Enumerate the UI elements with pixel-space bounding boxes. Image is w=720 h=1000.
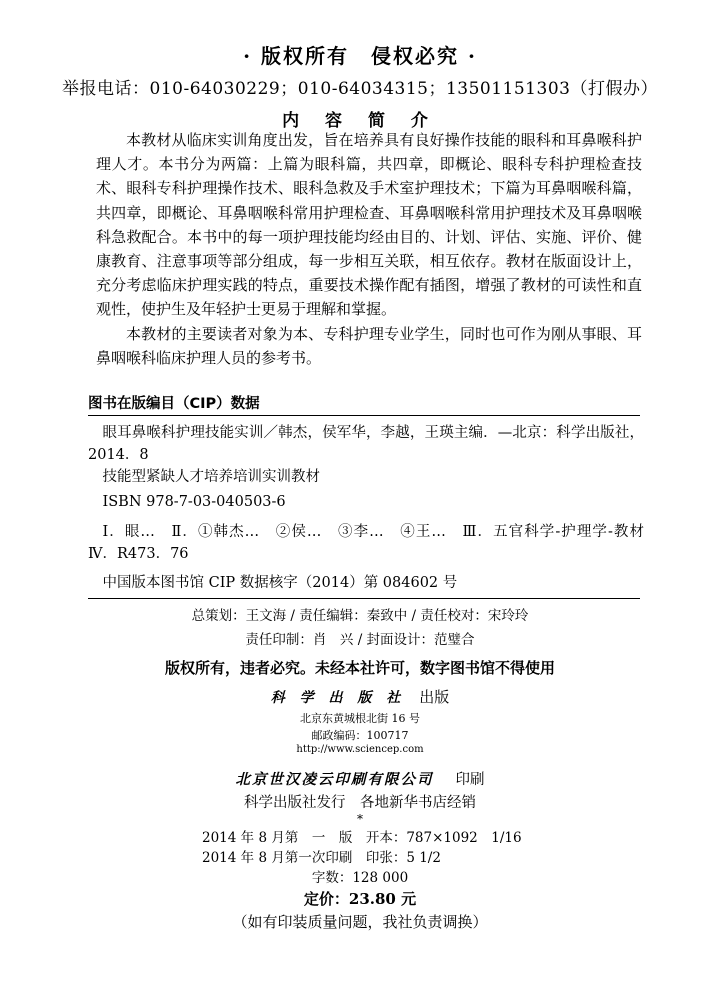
publisher-postcode: 邮政编码：100717 — [311, 729, 409, 742]
report-hotline: 举报电话：010-64030229；010-64034315；13501151303（打假办） — [62, 79, 658, 99]
publisher-name: 科 学 出 版 社 — [270, 690, 406, 706]
cip-title-entry — [88, 422, 644, 466]
publisher-action: 出版 — [419, 688, 450, 706]
credits — [0, 604, 720, 652]
credits-line-2: 责任印制：肖 兴 / 封面设计：范璧合 — [245, 632, 475, 648]
summary-body — [96, 128, 642, 370]
divider-bottom — [88, 598, 640, 599]
distribution-line: 科学出版社发行 各地新华书店经销 — [244, 795, 476, 811]
word-count: 字数：128 000 — [311, 870, 409, 886]
cip-classification — [88, 521, 659, 565]
printer-line — [0, 768, 720, 789]
summary-paragraph-2: 本教材的主要读者对象为本、专科护理专业学生，同时也可作为刚从事眼、耳鼻咽喉科临床护理人员的参考书。 — [96, 324, 642, 367]
cip-data-number — [88, 572, 644, 594]
edition-info: 2014 年 8 月第 一 版 开本：787×1092 1/16 — [202, 830, 522, 846]
separator-star: * — [357, 812, 363, 826]
price: 定价：23.80 元 — [303, 890, 417, 908]
cip-series-text: 技能型紧缺人才培养培训实训教材 — [102, 469, 320, 485]
impression-info: 2014 年 8 月第一次印刷 印张：5 1/2 — [202, 850, 441, 866]
copyright-notice: · 版权所有 侵权必究 · — [243, 44, 477, 68]
cip-title-text: 眼耳鼻喉科护理技能实训／韩杰，侯军华，李越，王瑛主编．—北京：科学出版社，2014．8 — [88, 425, 644, 463]
summary-title: 内 容 简 介 — [282, 111, 438, 131]
exchange-notice: （如有印装质量问题，我社负责调换） — [232, 913, 488, 931]
summary-paragraph-1: 本教材从临床实训角度出发，旨在培养具有良好操作技能的眼科和耳鼻喉科护理人才。本书分为两篇：上篇为眼科篇，共四章，即概论、眼科专科护理检查技术、眼科专科护理操作技术、眼科急救及手术室护理技术；下篇为耳鼻咽喉科篇，共四章，即概论、耳鼻咽喉科常用护理检查、耳鼻咽喉科常用护理技术及耳鼻咽喉科急救配合。本书中的每一项护理技能均经由目的、计划、评估、实施、评价、健康教育、注意事项等部分组成，每一步相互关联，相互依存。教材在版面设计上，充分考虑临床护理实践的特点，重要技术操作配有插图，增强了教材的可读性和直观性，使护生及年轻护士更易于理解和掌握。 — [96, 131, 642, 319]
credits-line-1: 总策划：王文海 / 责任编辑：秦致中 / 责任校对：宋玲玲 — [191, 608, 529, 624]
cip-series — [88, 466, 644, 488]
cip-classification-text: Ⅰ．眼… Ⅱ．①韩杰… ②侯… ③李… ④王… Ⅲ．五官科学-护理学-教材 Ⅳ．R473．76 — [88, 524, 659, 562]
publisher-address: 北京东黄城根北街 16 号 — [300, 712, 420, 725]
printer-action: 印刷 — [455, 772, 485, 788]
rights-notice: 版权所有，违者必究。未经本社许可，数字图书馆不得使用 — [164, 659, 555, 677]
divider-top — [88, 415, 640, 416]
cip-isbn-text: ISBN 978-7-03-040503-6 — [102, 494, 286, 510]
cip-data-number-text: 中国版本图书馆 CIP 数据核字（2014）第 084602 号 — [102, 575, 458, 591]
publisher-line — [0, 686, 720, 707]
publisher-website: http://www.sciencep.com — [296, 744, 424, 755]
printer-name: 北京世汉凌云印刷有限公司 — [235, 771, 434, 788]
cip-isbn — [88, 491, 644, 513]
cip-heading: 图书在版编目（CIP）数据 — [88, 396, 260, 412]
